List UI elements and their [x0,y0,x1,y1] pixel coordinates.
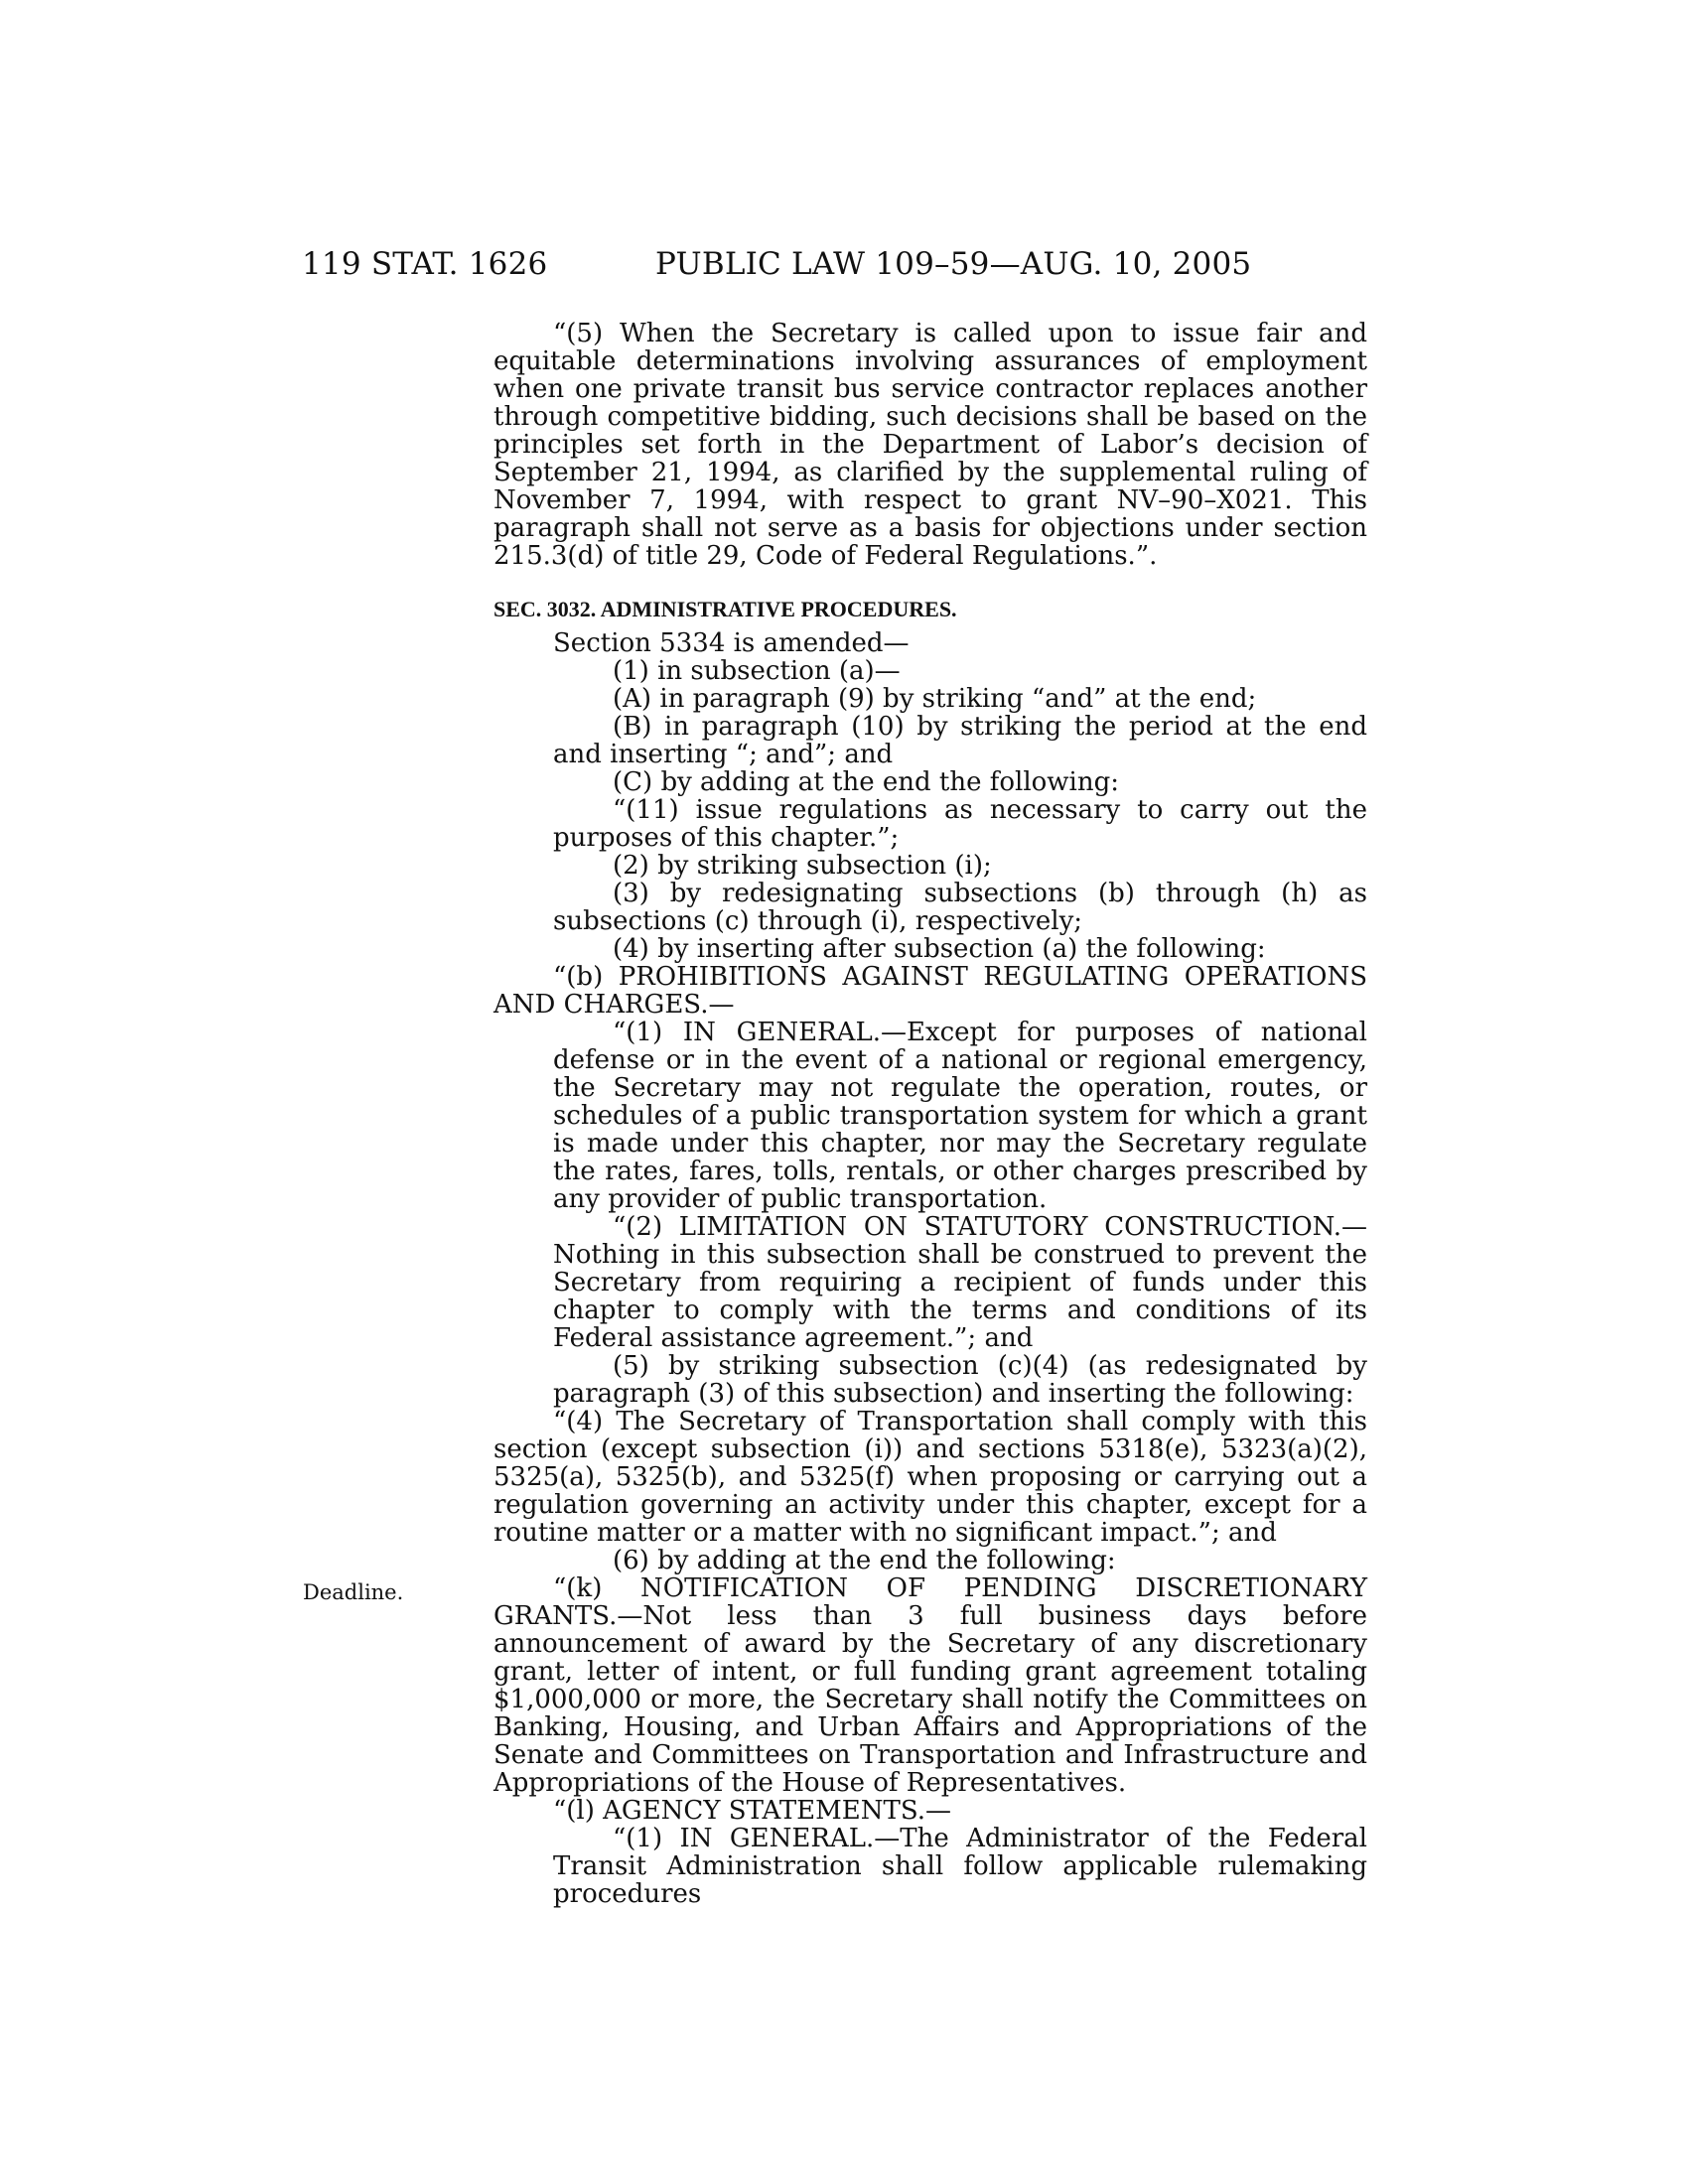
margin-note-deadline: Deadline. [303,1580,404,1604]
inserted-paragraph-4: “(4) The Secretary of Transportation shall comply with this section (except subsection (i)) and sections 5318(e), 5323(a)(2), 5325(a), 5325(b), and 5325(f) when proposing or carrying out a regulation governing an activity under this chapter, except for a routine matter or a matter with no significant impact.”; and [493,1407,1367,1548]
item-2: (2) by striking subsection (i); [613,851,992,881]
subsection-b-heading: “(b) PROHIBITIONS AGAINST REGULATING OPERATIONS AND CHARGES.— [493,962,1367,1020]
item-1: (1) in subsection (a)— [613,656,901,686]
item-6: (6) by adding at the end the following: [613,1546,1116,1575]
subsection-b-2: “(2) LIMITATION ON STATUTORY CONSTRUCTION.—Nothing in this subsection shall be construed to prevent the Secretary from requiring a recipient of funds under this chapter to comply with the terms and conditions of its Federal assistance agreement.”; and [553,1212,1367,1353]
stat-reference: 119 STAT. 1626 [302,246,548,282]
item-4: (4) by inserting after subsection (a) the following: [613,934,1266,964]
section-heading: SEC. 3032. ADMINISTRATIVE PROCEDURES. [493,597,957,621]
amendment-intro: Section 5334 is amended— [553,628,910,658]
item-1-b: (B) in paragraph (10) by striking the period at the end and inserting “; and”; and [553,712,1367,769]
subsection-k: “(k) NOTIFICATION OF PENDING DISCRETIONARY GRANTS.—Not less than 3 full business days before announcement of award by the Secretary of any discretionary grant, letter of intent, or full funding grant agreement totaling $1,000,000 or more, the Secretary shall notify the Committees on Banking, Housing, and Urban Affairs and Appropriations of the Senate and Committees on Transportation and Infrastructure and Appropriations of the House of Representatives. [493,1573,1367,1798]
public-law-header: PUBLIC LAW 109–59—AUG. 10, 2005 [655,246,1252,282]
statute-body [493,320,1367,1908]
inserted-paragraph-11: “(11) issue regulations as necessary to carry out the purposes of this chapter.”; [553,795,1367,853]
paragraph-5-employment-determinations: “(5) When the Secretary is called upon to issue fair and equitable determinations involving assurances of employment when one private transit bus service contractor replaces another through competitive bidding, such decisions shall be based on the principles set forth in the Department of Labor’s decision of September 21, 1994, as clarified by the supplemental ruling of November 7, 1994, with respect to grant NV–90–X021. This paragraph shall not serve as a basis for objections under section 215.3(d) of title 29, Code of Federal Regulations.”. [493,319,1367,571]
item-3: (3) by redesignating subsections (b) through (h) as subsections (c) through (i), respectively; [553,879,1367,936]
subsection-l-heading: “(l) AGENCY STATEMENTS.— [553,1796,952,1826]
item-1-c: (C) by adding at the end the following: [613,767,1120,797]
item-1-a: (A) in paragraph (9) by striking “and” at the end; [613,684,1257,714]
item-5: (5) by striking subsection (c)(4) (as redesignated by paragraph (3) of this subsection) and inserting the following: [553,1351,1367,1409]
subsection-b-1: “(1) IN GENERAL.—Except for purposes of national defense or in the event of a national or regional emergency, the Secretary may not regulate the operation, routes, or schedules of a public transportation system for which a grant is made under this chapter, nor may the Secretary regulate the rates, fares, tolls, rentals, or other charges prescribed by any provider of public transportation. [553,1018,1367,1214]
subsection-l-1: “(1) IN GENERAL.—The Administrator of the Federal Transit Administration shall follow applicable rulemaking procedures [553,1824,1367,1909]
